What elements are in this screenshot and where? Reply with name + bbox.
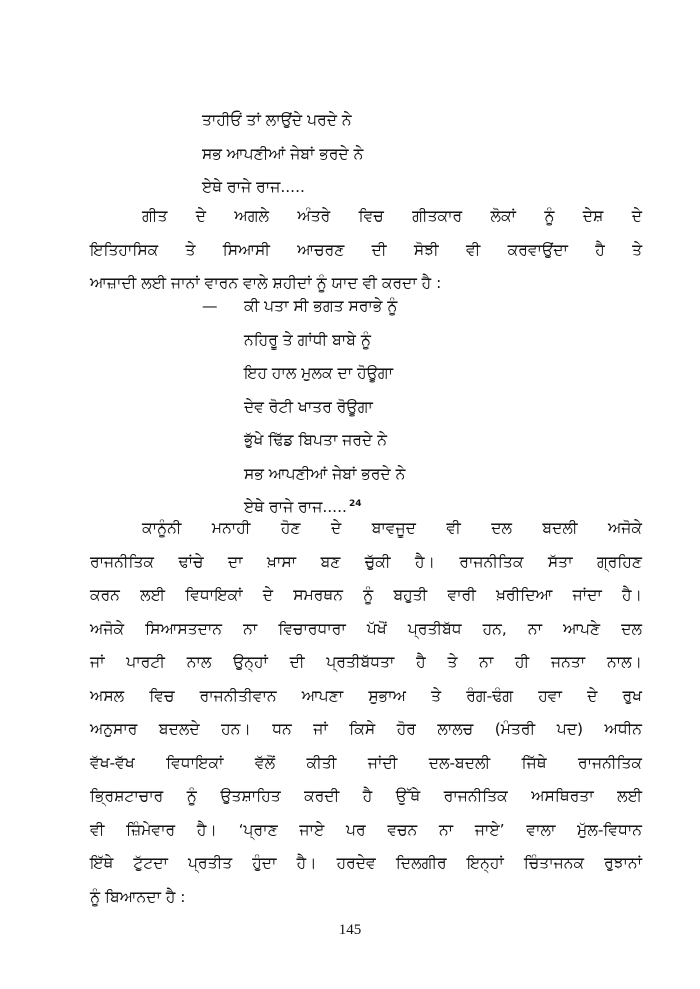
paragraph-row: ਆਜ਼ਾਦੀ ਲਈ ਜਾਨਾਂ ਵਾਰਨ ਵਾਲੇ ਸ਼ਹੀਦਾਂ ਨੂੰ ਯਾਦ ਵੀ ਕਰਦਾ ਹੈ :	[90, 274, 442, 292]
verse-line	[202, 357, 405, 391]
paragraph-row: ਨੂੰ ਬਿਆਨਦਾ ਹੈ :	[90, 887, 186, 906]
paragraph-row: ਅਜੋਕੇ ਸਿਆਸਤਦਾਨ ਨਾ ਵਿਚਾਰਧਾਰਾ ਪੱਖੋਂ ਪ੍ਰਤੀਬੱਧ ਹਨ, ਨਾ ਆਪਣੇ ਦਲ	[90, 619, 642, 638]
verse-line	[202, 290, 405, 324]
paragraph-row: ਇੱਥੇ ਟੁੱਟਦਾ ਪ੍ਰਤੀਤ ਹੁੰਦਾ ਹੈ। ਹਰਦੇਵ ਦਿਲਗੀਰ ਇਨ੍ਹਾਂ ਚਿੰਤਾਜਨਕ ਰੁਝਾਨਾਂ	[90, 854, 642, 872]
em-dash: —	[202, 297, 218, 315]
verse-line	[202, 424, 405, 458]
verse-line: ਤਾਹੀਓਂ ਤਾਂ ਲਾਉਂਦੇ ਪਰਦੇ ਨੇ	[202, 111, 352, 129]
paragraph-row: ਅਸਲ ਵਿਚ ਰਾਜਨੀਤੀਵਾਨ ਆਪਣਾ ਸੁਭਾਅ ਤੇ ਰੰਗ-ਢੰਗ ਹਵਾ ਦੇ ਰੁਖ	[90, 686, 642, 705]
footnote-reference[interactable]: 24	[348, 498, 362, 509]
verse-line	[202, 391, 405, 425]
paragraph-2	[90, 512, 642, 914]
paragraph-row: ਵੀ ਜ਼ਿੰਮੇਵਾਰ ਹੈ। ‘ਪ੍ਰਾਣ ਜਾਏ ਪਰ ਵਚਨ ਨਾ ਜਾਏ’ ਵਾਲਾ ਮੁੱਲ-ਵਿਧਾਨ	[90, 820, 642, 839]
verse-line-text: ਭੁੱਖੇ ਢਿੱਡ ਬਿਪਤਾ ਜਰਦੇ ਨੇ	[244, 431, 387, 449]
paragraph-1	[90, 200, 642, 301]
paragraph-row: ਅਨੁਸਾਰ ਬਦਲਦੇ ਹਨ। ਧਨ ਜਾਂ ਕਿਸੇ ਹੋਰ ਲਾਲਚ (ਮੰਤਰੀ ਪਦ) ਅਧੀਨ	[90, 720, 642, 738]
paragraph-row: ਜਾਂ ਪਾਰਟੀ ਨਾਲ ਉਨ੍ਹਾਂ ਦੀ ਪ੍ਰਤੀਬੱਧਤਾ ਹੈ ਤੇ ਨਾ ਹੀ ਜਨਤਾ ਨਾਲ।	[90, 653, 642, 671]
verse-line	[202, 458, 405, 492]
verse-line-text: ਨਹਿਰੂ ਤੇ ਗਾਂਧੀ ਬਾਬੇ ਨੂੰ	[244, 330, 371, 349]
paragraph-row: ਭ੍ਰਿਸ਼ਟਾਚਾਰ ਨੂੰ ਉਤਸ਼ਾਹਿਤ ਕਰਦੀ ਹੈ ਉੱਥੇ ਰਾਜਨੀਤਿਕ ਅਸਥਿਰਤਾ ਲਈ	[90, 787, 642, 805]
page-number: 145	[338, 922, 362, 938]
verse-block-1	[202, 104, 363, 205]
paragraph-row: ਵੱਖ-ਵੱਖ ਵਿਧਾਇਕਾਂ ਵੱਲੋਂ ਕੀਤੀ ਜਾਂਦੀ ਦਲ-ਬਦਲੀ ਜਿੱਥੇ ਰਾਜਨੀਤਿਕ	[90, 753, 642, 772]
verse-line-text: ਦੇਵ ਰੋਟੀ ਖਾਤਰ ਰੋਊਗਾ	[244, 397, 373, 416]
paragraph-row: ਇਤਿਹਾਸਿਕ ਤੇ ਸਿਆਸੀ ਆਚਰਣ ਦੀ ਸੋਝੀ ਵੀ ਕਰਵਾਉਂਦਾ ਹੈ ਤੇ	[90, 240, 642, 259]
verse-line: ਸਭ ਆਪਣੀਆਂ ਜੇਬਾਂ ਭਰਦੇ ਨੇ	[202, 144, 364, 163]
verse-line: ਏਥੇ ਰਾਜੇ ਰਾਜ.....	[202, 178, 305, 196]
paragraph-row: ਕਾਨੂੰਨੀ ਮਨਾਹੀ ਹੋਣ ਦੇ ਬਾਵਜੂਦ ਵੀ ਦਲ ਬਦਲੀ ਅਜੋਕੇ	[142, 519, 642, 537]
verse-line-text: ਇਹ ਹਾਲ ਮੁਲਕ ਦਾ ਹੋਊਗਾ	[244, 364, 394, 382]
paragraph-row: ਕਰਨ ਲਈ ਵਿਧਾਇਕਾਂ ਦੇ ਸਮਰਥਨ ਨੂੰ ਬਹੁਤੀ ਵਾਰੀ ਖ਼ਰੀਦਿਆ ਜਾਂਦਾ ਹੈ।	[90, 586, 642, 604]
verse-line	[202, 324, 405, 358]
paragraph-row: ਗੀਤ ਦੇ ਅਗਲੇ ਅੰਤਰੇ ਵਿਚ ਗੀਤਕਾਰ ਲੋਕਾਂ ਨੂੰ ਦੇਸ਼ ਦੇ	[142, 207, 642, 225]
verse-line-text: ਏਥੇ ਰਾਜੇ ਰਾਜ.....	[244, 498, 347, 516]
verse-line-text: ਸਭ ਆਪਣੀਆਂ ਜੇਬਾਂ ਭਰਦੇ ਨੇ	[244, 464, 406, 483]
verse-block-2	[202, 290, 405, 525]
paragraph-row: ਰਾਜਨੀਤਿਕ ਢਾਂਚੇ ਦਾ ਖ਼ਾਸਾ ਬਣ ਚੁੱਕੀ ਹੈ। ਰਾਜਨੀਤਿਕ ਸੱਤਾ ਗ੍ਰਹਿਣ	[90, 552, 642, 571]
verse-line-text: ਕੀ ਪਤਾ ਸੀ ਭਗਤ ਸਰਾਭੇ ਨੂੰ	[244, 297, 398, 315]
